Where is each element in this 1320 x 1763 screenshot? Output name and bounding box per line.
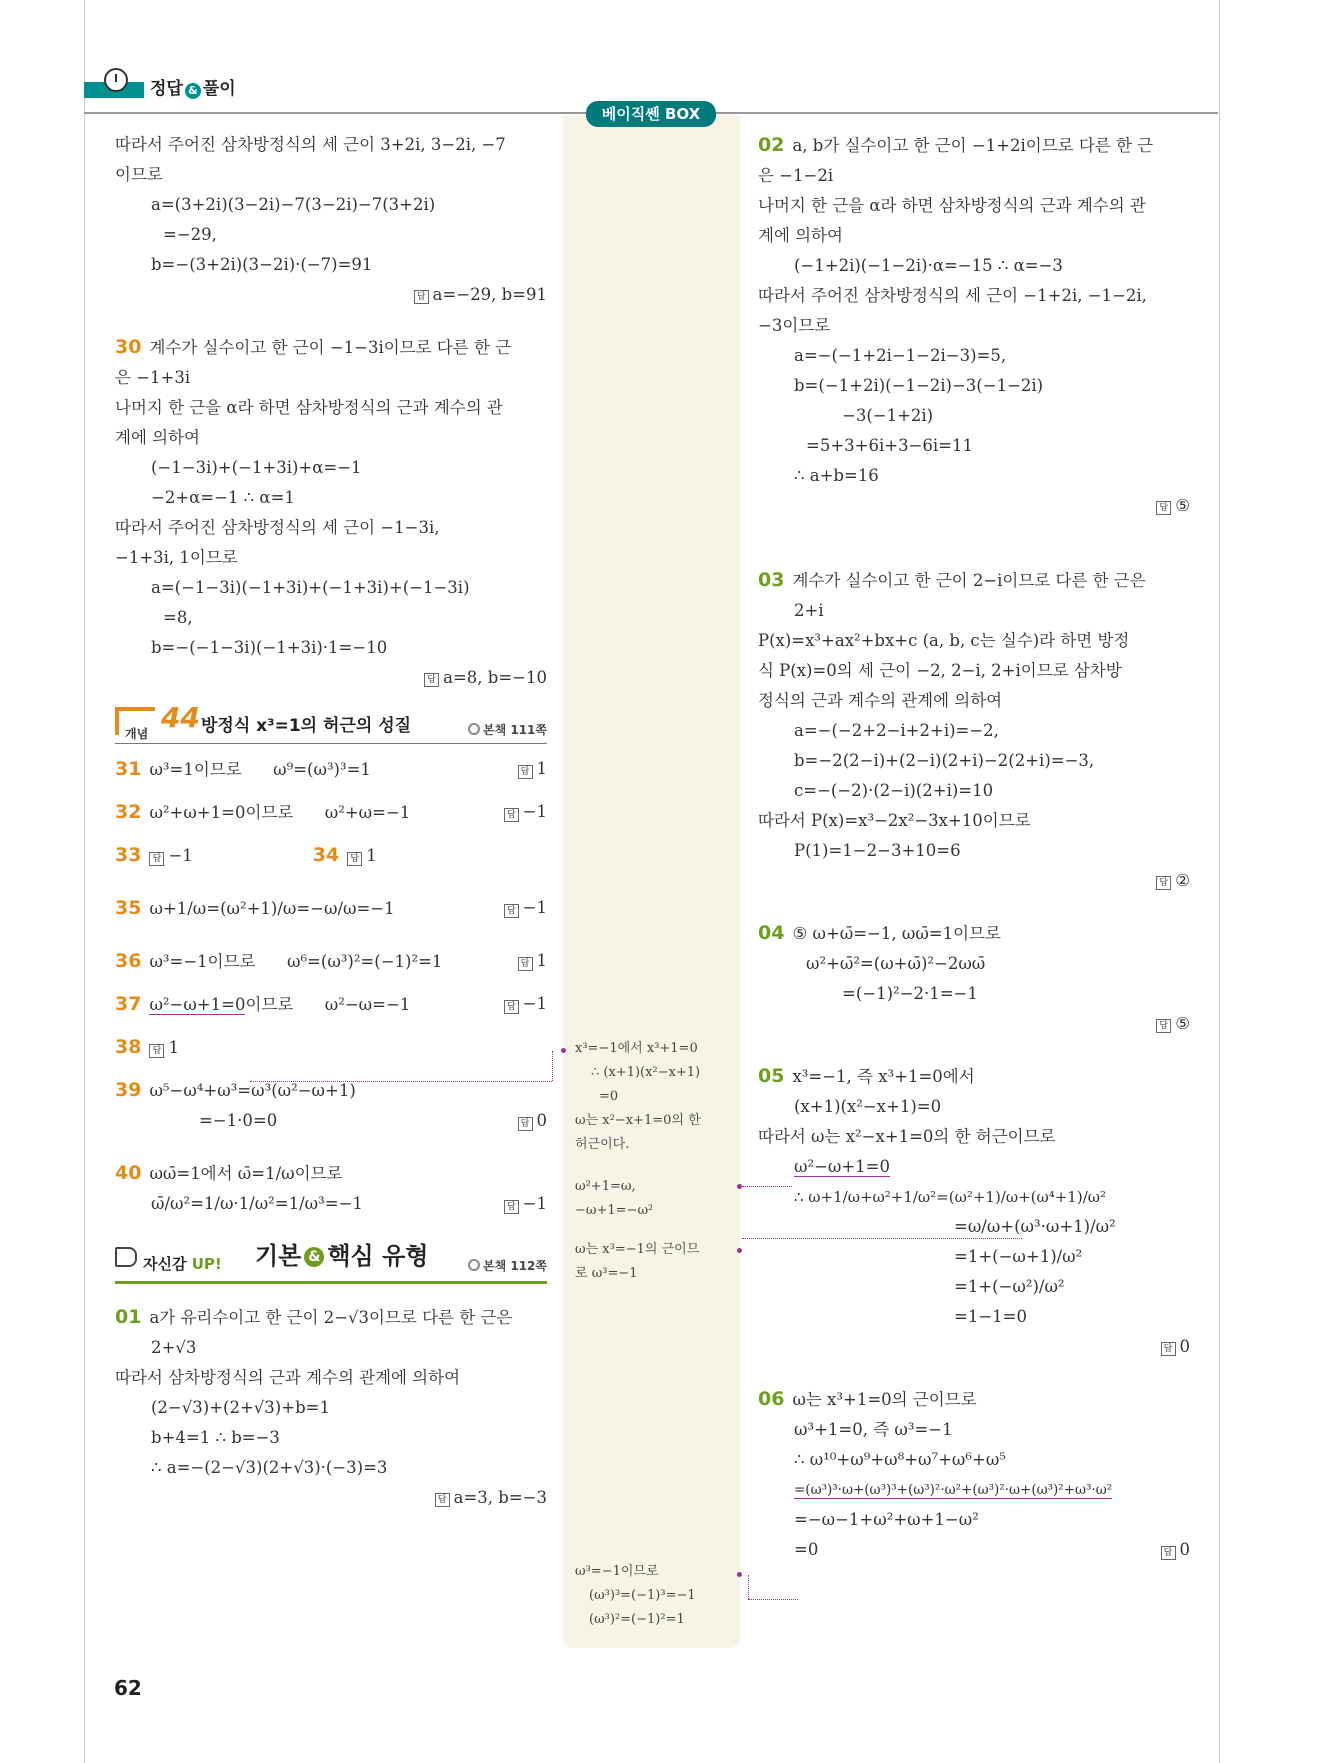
connector-line bbox=[250, 1081, 552, 1082]
answer-icon: 답 bbox=[149, 852, 164, 866]
equation: b+4=1 ∴ b=−3 bbox=[151, 1428, 280, 1447]
problem-40-cont: ω̄/ω²=1/ω·1/ω²=1/ω³=−1 답 −1 bbox=[151, 1194, 547, 1213]
equation: a=−(−1+2i−1−2i−3)=5, bbox=[794, 346, 1007, 365]
problem-37: 37 ω²−ω+1=0이므로 ω²−ω=−1 답 −1 bbox=[115, 993, 547, 1015]
equation: (−1+2i)(−1−2i)·α=−15 ∴ α=−3 bbox=[794, 256, 1063, 275]
answer-row: =0 답 0 bbox=[794, 1540, 1190, 1559]
problem-number: 32 bbox=[115, 801, 142, 823]
answer: 답 a=3, b=−3 bbox=[115, 1483, 547, 1513]
text-line: 은 −1−2i bbox=[758, 166, 834, 185]
problem-number: 02 bbox=[758, 134, 785, 156]
left-column bbox=[115, 130, 547, 1513]
equation: a=(3+2i)(3−2i)−7(3−2i)−7(3+2i) bbox=[151, 195, 436, 214]
page-number: 62 bbox=[114, 1676, 142, 1700]
answer: 답 a=−29, b=91 bbox=[115, 280, 547, 310]
highlighted-equation: ω²−ω+1=0 bbox=[149, 995, 246, 1014]
concept-tag: 개념 bbox=[115, 707, 155, 735]
problem-number: 03 bbox=[758, 569, 785, 591]
text-line: 계에 의하여 bbox=[758, 226, 843, 245]
amp-badge: & bbox=[185, 83, 201, 99]
equation: −2+α=−1 ∴ α=1 bbox=[151, 488, 295, 507]
equation: b=−(−1−3i)(−1+3i)·1=−10 bbox=[151, 638, 388, 657]
problem-number: 31 bbox=[115, 758, 142, 780]
text-line: ω는 x³+1=0의 근이므로 bbox=[792, 1390, 977, 1409]
equation: =(−1)²−2·1=−1 bbox=[842, 984, 978, 1003]
equation: =1+(−ω²)/ω² bbox=[954, 1277, 1065, 1296]
equation: =1−1=0 bbox=[954, 1307, 1027, 1326]
section-title: 기본 & 핵심 유형 bbox=[255, 1242, 429, 1270]
equation: ∴ ω+1/ω+ω²+1/ω²=(ω²+1)/ω+(ω⁴+1)/ω² bbox=[794, 1188, 1107, 1206]
problem-number: 37 bbox=[115, 993, 142, 1015]
answer-icon: 답 bbox=[1161, 1546, 1176, 1560]
equation: (−1−3i)+(−1+3i)+α=−1 bbox=[151, 458, 362, 477]
text-line: −1+3i, 1이므로 bbox=[115, 548, 238, 567]
equation: ω²+ω̄²=(ω+ω̄)²−2ωω̄ bbox=[806, 954, 986, 973]
problem-number: 04 bbox=[758, 922, 785, 944]
equation: (x+1)(x²−x+1)=0 bbox=[794, 1097, 942, 1116]
answer-icon: 답 bbox=[1161, 1342, 1176, 1356]
equation: =ω/ω+(ω³·ω+1)/ω² bbox=[954, 1217, 1116, 1236]
answer-icon: 답 bbox=[518, 765, 533, 779]
concept-number: 44 bbox=[161, 701, 200, 734]
problem-32: 32 ω²+ω+1=0이므로 ω²+ω=−1 답 −1 bbox=[115, 801, 547, 823]
problem-number: 30 bbox=[115, 336, 142, 358]
problem-40: 40 ωω̄=1에서 ω̄=1/ω이므로 bbox=[115, 1162, 343, 1184]
problem-35: 35 ω+1/ω=(ω²+1)/ω=−ω/ω=−1 답 −1 bbox=[115, 897, 547, 919]
equation: ∴ a=−(2−√3)(2+√3)·(−3)=3 bbox=[151, 1458, 388, 1477]
basic-box-column bbox=[563, 116, 740, 1648]
box-note-3: ω는 x³=−1의 근이므 로 ω³=−1 bbox=[575, 1242, 700, 1281]
section-header bbox=[115, 1237, 547, 1284]
equation: b=(−1+2i)(−1−2i)−3(−1−2i) bbox=[794, 376, 1044, 395]
text-line: a가 유리수이고 한 근이 2−√3이므로 다른 한 근은 bbox=[149, 1308, 513, 1327]
equation: a=−(−2+2−i+2+i)=−2, bbox=[794, 721, 999, 740]
problem-number: 34 bbox=[312, 844, 340, 866]
text-line: P(x)=x³+ax²+bx+c (a, b, c는 실수)라 하면 방정 bbox=[758, 631, 1130, 650]
equation: (2−√3)+(2+√3)+b=1 bbox=[151, 1398, 330, 1417]
text-line: 계수가 실수이고 한 근이 −1−3i이므로 다른 한 근 bbox=[149, 338, 512, 357]
answer-icon: 답 bbox=[504, 904, 519, 918]
equation: a=(−1−3i)(−1+3i)+(−1+3i)+(−1−3i) bbox=[151, 578, 470, 597]
text-line: 나머지 한 근을 α라 하면 삼차방정식의 근과 계수의 관 bbox=[758, 196, 1146, 215]
section-reference: 본책 112쪽 bbox=[468, 1251, 547, 1281]
equation: ∴ ω¹⁰+ω⁹+ω⁸+ω⁷+ω⁶+ω⁵ bbox=[794, 1450, 1006, 1469]
equation: b=−2(2−i)+(2−i)(2+i)−2(2+i)=−3, bbox=[794, 751, 1095, 770]
section-prefix: 자신감 UP! bbox=[143, 1255, 222, 1273]
amp-badge: & bbox=[304, 1247, 324, 1267]
text-line: 식 P(x)=0의 세 근이 −2, 2−i, 2+i이므로 삼차방 bbox=[758, 661, 1122, 680]
text-line: 이므로 bbox=[115, 165, 163, 184]
connector-dot bbox=[561, 1048, 566, 1053]
answer-icon: 답 bbox=[504, 808, 519, 822]
concept-title: 방정식 x³=1의 허근의 성질 bbox=[201, 716, 412, 736]
text-line: 계에 의하여 bbox=[115, 428, 200, 447]
box-note-2: ω²+1=ω, −ω+1=−ω² bbox=[575, 1179, 654, 1218]
right-column bbox=[758, 130, 1190, 1565]
problem-31: 31 ω³=1이므로 ω⁹=(ω³)³=1 답 1 bbox=[115, 758, 547, 780]
problem-39: 39 ω⁵−ω⁴+ω³=ω³(ω²−ω+1) bbox=[115, 1079, 356, 1101]
text-line: a, b가 실수이고 한 근이 −1+2i이므로 다른 한 근 bbox=[792, 136, 1154, 155]
equation: −3(−1+2i) bbox=[842, 406, 934, 425]
text-line: 따라서 ω는 x²−x+1=0의 한 허근이므로 bbox=[758, 1127, 1056, 1146]
equation: =−29, bbox=[163, 225, 217, 244]
text-line: −3이므로 bbox=[758, 316, 831, 335]
book-ref-icon bbox=[468, 723, 480, 735]
problem-39-cont: =−1·0=0 답 0 bbox=[199, 1111, 547, 1130]
text-line: ⑤ ω+ω̄=−1, ωω̄=1이므로 bbox=[792, 924, 1001, 943]
problem-number: 39 bbox=[115, 1079, 142, 1101]
problem-number: 05 bbox=[758, 1065, 785, 1087]
problem-number: 36 bbox=[115, 950, 142, 972]
answer-icon: 답 bbox=[414, 290, 429, 304]
equation: =−ω−1+ω²+ω+1−ω² bbox=[794, 1510, 979, 1529]
concept-header bbox=[115, 701, 547, 744]
problem-number: 06 bbox=[758, 1388, 785, 1410]
connector-dot bbox=[737, 1572, 742, 1577]
equation: 2+√3 bbox=[151, 1338, 197, 1357]
equation: =8, bbox=[163, 608, 193, 627]
equation: 2+i bbox=[794, 601, 824, 620]
equation: =1+(−ω+1)/ω² bbox=[954, 1247, 1083, 1266]
header-title: 정답 & 풀이 bbox=[150, 79, 236, 99]
answer-icon: 답 bbox=[504, 1000, 519, 1014]
answer-icon: 답 bbox=[149, 1044, 164, 1058]
text-line: 계수가 실수이고 한 근이 2−i이므로 다른 한 근은 bbox=[792, 571, 1146, 590]
answer-icon: 답 bbox=[518, 1117, 533, 1131]
answer: 답 0 bbox=[758, 1332, 1190, 1362]
problem-33-34: 33 답 −1 34 답 1 bbox=[115, 844, 377, 866]
basic-box-tab: 베이직쎈 BOX bbox=[586, 101, 716, 127]
highlighted-equation: ω²−ω+1=0 bbox=[794, 1157, 890, 1176]
answer: 답 ⑤ bbox=[758, 491, 1190, 521]
box-note-1: x³=−1에서 x³+1=0 ∴ (x+1)(x²−x+1) =0 ω는 x²−x+1=0의 한 허근이다. bbox=[575, 1041, 701, 1152]
book-ref-icon bbox=[468, 1259, 480, 1271]
connector-line bbox=[748, 1599, 798, 1600]
problem-38: 38 답 1 bbox=[115, 1036, 179, 1058]
answer: 답 ② bbox=[758, 866, 1190, 896]
problem-number: 33 bbox=[115, 844, 142, 866]
clock-icon bbox=[104, 68, 128, 92]
connector-line bbox=[748, 1575, 749, 1599]
answer-icon: 답 bbox=[518, 957, 533, 971]
text-line: 따라서 삼차방정식의 근과 계수의 관계에 의하여 bbox=[115, 1368, 461, 1387]
highlighted-equation: =(ω³)³·ω+(ω³)³+(ω³)²·ω²+(ω³)²·ω+(ω³)²+ω³·ω² bbox=[794, 1482, 1113, 1498]
answer-icon: 답 bbox=[435, 1493, 450, 1507]
answer-icon: 답 bbox=[347, 852, 362, 866]
answer-icon: 답 bbox=[1156, 876, 1171, 890]
answer-icon: 답 bbox=[1156, 1019, 1171, 1033]
problem-number: 38 bbox=[115, 1036, 142, 1058]
answer: 답 ⑤ bbox=[758, 1009, 1190, 1039]
connector-line bbox=[552, 1051, 553, 1081]
text-line: 따라서 주어진 삼차방정식의 세 근이 −1+2i, −1−2i, bbox=[758, 286, 1147, 305]
equation: =5+3+6i+3−6i=11 bbox=[806, 436, 973, 455]
text-line: 정식의 근과 계수의 관계에 의하여 bbox=[758, 691, 1003, 710]
answer-icon: 답 bbox=[504, 1200, 519, 1214]
answer: 답 a=8, b=−10 bbox=[115, 663, 547, 693]
text-line: 나머지 한 근을 α라 하면 삼차방정식의 근과 계수의 관 bbox=[115, 398, 503, 417]
text-line: 따라서 주어진 삼차방정식의 세 근이 −1−3i, bbox=[115, 518, 440, 537]
concept-reference: 본책 111쪽 bbox=[468, 715, 547, 745]
text-line: 은 −1+3i bbox=[115, 368, 191, 387]
text-line: x³=−1, 즉 x³+1=0에서 bbox=[792, 1067, 975, 1086]
text-line: 따라서 주어진 삼차방정식의 세 근이 3+2i, 3−2i, −7 bbox=[115, 135, 506, 154]
text-line: 따라서 P(x)=x³−2x²−3x+10이므로 bbox=[758, 811, 1031, 830]
equation: ω³+1=0, 즉 ω³=−1 bbox=[794, 1420, 953, 1439]
equation: c=−(−2)·(2−i)(2+i)=10 bbox=[794, 781, 994, 800]
problem-number: 01 bbox=[115, 1306, 142, 1328]
box-note-4: ω³=−1이므로 (ω³)³=(−1)³=−1 (ω³)²=(−1)²=1 bbox=[575, 1564, 696, 1627]
answer-icon: 답 bbox=[424, 673, 439, 687]
answer-icon: 답 bbox=[1156, 501, 1171, 515]
connector-dot bbox=[737, 1248, 742, 1253]
equation: b=−(3+2i)(3−2i)·(−7)=91 bbox=[151, 255, 373, 274]
equation: P(1)=1−2−3+10=6 bbox=[794, 841, 961, 860]
problem-number: 40 bbox=[115, 1162, 142, 1184]
problem-number: 35 bbox=[115, 897, 142, 919]
equation: ∴ a+b=16 bbox=[794, 466, 879, 485]
problem-36: 36 ω³=−1이므로 ω⁶=(ω³)²=(−1)²=1 답 1 bbox=[115, 950, 547, 972]
megaphone-icon bbox=[115, 1247, 137, 1267]
